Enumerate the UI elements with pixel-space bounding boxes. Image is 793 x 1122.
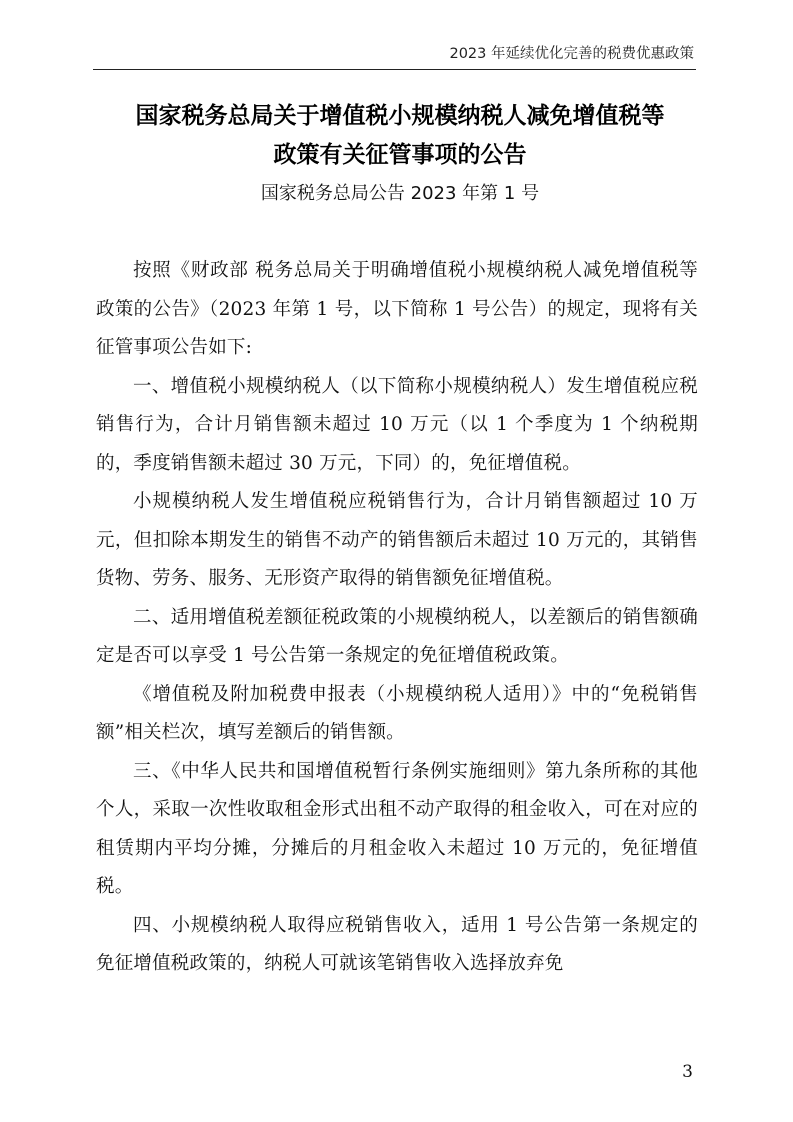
document-title-line-2: 政策有关征管事项的公告 xyxy=(273,141,527,168)
paragraph-preamble: 按照《财政部 税务总局关于明确增值税小规模纳税人减免增值税等政策的公告》（2023 年第 1 号，以下简称 1 号公告）的规定，现将有关征管事项公告如下: xyxy=(96,260,698,358)
paragraph-article-2-supplement: 《增值税及附加税费申报表（小规模纳税人适用）》中的“免税销售额”相关栏次，填写差额后的销售额。 xyxy=(96,683,698,743)
running-header xyxy=(93,34,696,70)
paragraph-article-1-supplement: 小规模纳税人发生增值税应税销售行为，合计月销售额超过 10 万元，但扣除本期发生的销售不动产的销售额后未超过 10 万元的，其销售货物、劳务、服务、无形资产取得的销售额免征增值税。 xyxy=(96,491,698,589)
paragraph-article-1: 一、增值税小规模纳税人（以下简称小规模纳税人）发生增值税应税销售行为，合计月销售额未超过 10 万元（以 1 个季度为 1 个纳税期的，季度销售额未超过 30 万元，下同）的，免征增值税。 xyxy=(96,375,698,474)
document-body xyxy=(96,252,698,984)
document-number: 国家税务总局公告 2023 年第 1 号 xyxy=(260,183,540,204)
paragraph-article-4: 四、小规模纳税人取得应税销售收入，适用 1 号公告第一条规定的免征增值税政策的，纳税人可就该笔销售收入选择放弃免 xyxy=(96,914,698,974)
paragraph-article-3: 三、《中华人民共和国增值税暂行条例实施细则》第九条所称的其他个人，采取一次性收取租金形式出租不动产取得的租金收入，可在对应的租赁期内平均分摊，分摊后的月租金收入未超过 10 万元的，免征增值税。 xyxy=(96,760,698,897)
page-number: 3 xyxy=(682,1062,693,1082)
running-header-title: 2023 年延续优化完善的税费优惠政策 xyxy=(449,46,694,62)
paragraph-article-2: 二、适用增值税差额征税政策的小规模纳税人，以差额后的销售额确定是否可以享受 1 号公告第一条规定的免征增值税政策。 xyxy=(96,606,698,666)
document-title-line-1: 国家税务总局关于增值税小规模纳税人减免增值税等 xyxy=(135,102,665,129)
